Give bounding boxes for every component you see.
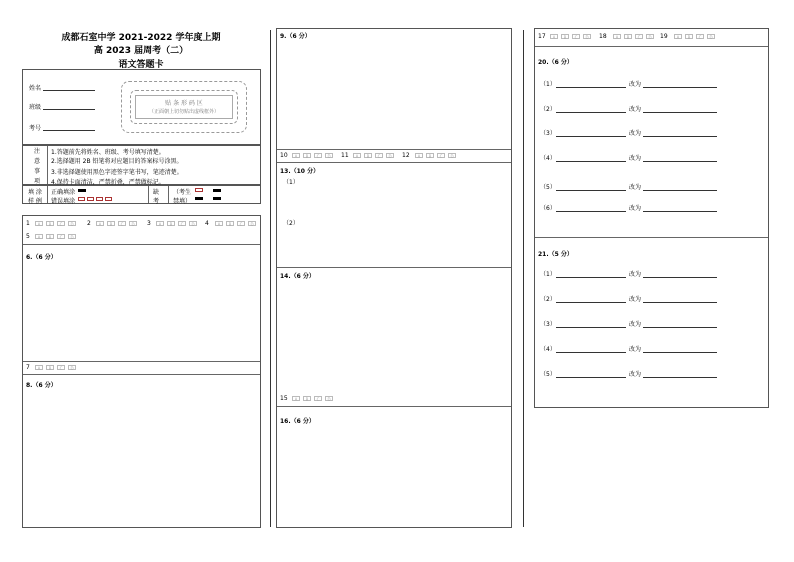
- mc-number-3: 3: [147, 220, 151, 227]
- column-divider-2: [523, 30, 524, 527]
- q21-item-5: （5）: [540, 371, 556, 378]
- q6-answer-area[interactable]: [23, 249, 260, 361]
- q20-revised-2[interactable]: [643, 112, 717, 113]
- absent-sample-mark: [213, 189, 221, 192]
- fill-label-b: 样 例: [28, 198, 42, 205]
- q13-answer-area[interactable]: [277, 174, 511, 267]
- notes-box: [22, 145, 261, 185]
- q8-label: 8.（6 分）: [26, 382, 57, 389]
- mc-bubbles-3[interactable]: A B C D: [156, 221, 197, 226]
- q13-label: 13.（10 分）: [280, 168, 320, 175]
- absent-checkbox[interactable]: [195, 188, 203, 192]
- mc-bubbles-17[interactable]: A B C D: [550, 34, 591, 39]
- mc-number-19: 19: [660, 33, 668, 40]
- q20-revised-5[interactable]: [643, 190, 717, 191]
- q20-change-3: 改为: [629, 130, 642, 137]
- q20-revised-6[interactable]: [643, 211, 717, 212]
- mc-bubbles-11[interactable]: A B C D: [353, 153, 394, 158]
- note-line-2: 2.选择题用 2B 铅笔将对应题目的答案标号涂黑。: [51, 158, 183, 165]
- q14-answer-area[interactable]: [277, 279, 511, 391]
- mc-bubbles-5[interactable]: A B C D: [35, 234, 76, 239]
- column1-answer-box: [22, 215, 261, 528]
- q21-change-4: 改为: [629, 346, 642, 353]
- name-field[interactable]: [43, 90, 95, 91]
- q13-part1-label: （1）: [283, 179, 299, 186]
- q21-item-3: （3）: [540, 321, 556, 328]
- mc-bubbles-1[interactable]: A B C D: [35, 221, 76, 226]
- column-divider-1: [270, 30, 271, 527]
- mc-number-17: 17: [538, 33, 546, 40]
- q20-revised-1[interactable]: [643, 87, 717, 88]
- header-line1: 成都石室中学 2021-2022 学年度上期: [61, 33, 221, 43]
- q20-change-6: 改为: [629, 205, 642, 212]
- absent-student-label: （考生: [173, 189, 192, 196]
- q14-label: 14.（6 分）: [280, 273, 315, 280]
- q20-item-6: （6）: [540, 205, 556, 212]
- q16-answer-area[interactable]: [277, 424, 511, 526]
- q21-change-5: 改为: [629, 371, 642, 378]
- absent-fill-label: 禁填）: [173, 198, 192, 205]
- mc-number-7: 7: [26, 364, 30, 371]
- barcode-note: （正面朝上切勿贴出虚线框外）: [148, 109, 219, 115]
- note-line-1: 1.答题前先将姓名、班级、考号填写清楚。: [51, 149, 165, 156]
- exam-number-field[interactable]: [43, 130, 95, 131]
- column3-answer-box: [534, 28, 769, 408]
- q20-original-2[interactable]: [556, 112, 626, 113]
- q20-original-1[interactable]: [556, 87, 626, 88]
- student-info-box: [22, 69, 261, 145]
- q20-item-1: （1）: [540, 81, 556, 88]
- q8-answer-area[interactable]: [23, 376, 260, 526]
- q21-original-5[interactable]: [556, 377, 626, 378]
- wrong-fill-marks: [78, 197, 112, 201]
- q20-original-4[interactable]: [556, 161, 626, 162]
- q20-item-2: （2）: [540, 106, 556, 113]
- name-label: 姓名: [29, 85, 42, 92]
- mc-bubbles-10[interactable]: A B C D: [292, 153, 333, 158]
- q20-item-5: （5）: [540, 184, 556, 191]
- barcode-area: [121, 81, 247, 133]
- q16-label: 16.（6 分）: [280, 418, 315, 425]
- q9-answer-area[interactable]: [277, 39, 511, 149]
- q21-item-1: （1）: [540, 271, 556, 278]
- q20-original-3[interactable]: [556, 136, 626, 137]
- mc-number-12: 12: [402, 152, 410, 159]
- q20-item-4: （4）: [540, 155, 556, 162]
- fill-label-a: 填 涂: [28, 189, 42, 196]
- mc-bubbles-4[interactable]: A B C D: [215, 221, 256, 226]
- barcode-title: 贴 条 形 码 区: [165, 100, 203, 107]
- q21-change-3: 改为: [629, 321, 642, 328]
- header-line3: 语文答题卡: [118, 60, 164, 70]
- q20-change-5: 改为: [629, 184, 642, 191]
- q21-original-3[interactable]: [556, 327, 626, 328]
- q21-change-1: 改为: [629, 271, 642, 278]
- fill-example-box: [22, 185, 261, 204]
- q21-revised-3[interactable]: [643, 327, 717, 328]
- note-line-4: 4.保持卡面清洁，严禁折叠，严禁做标记。: [51, 179, 165, 186]
- column2-answer-box: [276, 28, 512, 528]
- q20-change-1: 改为: [629, 81, 642, 88]
- q21-revised-4[interactable]: [643, 352, 717, 353]
- q21-revised-2[interactable]: [643, 302, 717, 303]
- mc-number-15: 15: [280, 395, 288, 402]
- absent-label-a: 缺: [153, 189, 160, 196]
- absent-label-b: 考: [153, 198, 160, 205]
- mc-number-4: 4: [205, 220, 209, 227]
- q20-item-3: （3）: [540, 130, 556, 137]
- mc-number-11: 11: [341, 152, 349, 159]
- q21-change-2: 改为: [629, 296, 642, 303]
- q21-original-4[interactable]: [556, 352, 626, 353]
- q20-original-6[interactable]: [556, 211, 626, 212]
- q9-label: 9.（6 分）: [280, 33, 311, 40]
- q20-change-2: 改为: [629, 106, 642, 113]
- q20-revised-4[interactable]: [643, 161, 717, 162]
- q13-part2-label: （2）: [283, 220, 299, 227]
- mc-number-18: 18: [599, 33, 607, 40]
- q20-original-5[interactable]: [556, 190, 626, 191]
- q6-label: 6.（6 分）: [26, 254, 57, 261]
- q21-revised-1[interactable]: [643, 277, 717, 278]
- notes-side-1: 注: [34, 148, 41, 155]
- q21-item-4: （4）: [540, 346, 556, 353]
- q20-label: 20.（6 分）: [538, 59, 573, 66]
- q21-revised-5[interactable]: [643, 377, 717, 378]
- notes-side-2: 意: [34, 158, 41, 165]
- mc-number-5: 5: [26, 233, 30, 240]
- q21-original-2[interactable]: [556, 302, 626, 303]
- exam-number-label: 考号: [29, 125, 42, 132]
- mc-bubbles-7[interactable]: A B C D: [35, 365, 76, 370]
- q21-item-2: （2）: [540, 296, 556, 303]
- mc-bubbles-19[interactable]: A B C D: [674, 34, 715, 39]
- correct-fill-mark: [78, 189, 86, 192]
- q21-original-1[interactable]: [556, 277, 626, 278]
- mc-number-2: 2: [87, 220, 91, 227]
- mc-bubbles-12[interactable]: A B C D: [415, 153, 456, 158]
- header-line2: 高 2023 届周考（二）: [93, 46, 189, 56]
- mc-bubbles-2[interactable]: A B C D: [96, 221, 137, 226]
- q21-label: 21.（5 分）: [538, 251, 573, 258]
- mc-bubbles-15[interactable]: A B C D: [292, 396, 333, 401]
- correct-fill-label: 正确填涂: [51, 189, 76, 196]
- note-line-3: 3.非选择题使用黑色字迹签字笔书写，笔迹清楚。: [51, 169, 183, 176]
- q20-revised-3[interactable]: [643, 136, 717, 137]
- notes-side-3: 事: [34, 168, 41, 175]
- notes-side-4: 项: [34, 178, 41, 185]
- class-label: 班级: [29, 104, 42, 111]
- class-field[interactable]: [43, 109, 95, 110]
- wrong-fill-label: 错误填涂: [51, 198, 76, 205]
- mc-bubbles-18[interactable]: A B C D: [613, 34, 654, 39]
- mc-number-10: 10: [280, 152, 288, 159]
- mc-number-1: 1: [26, 220, 30, 227]
- q20-change-4: 改为: [629, 155, 642, 162]
